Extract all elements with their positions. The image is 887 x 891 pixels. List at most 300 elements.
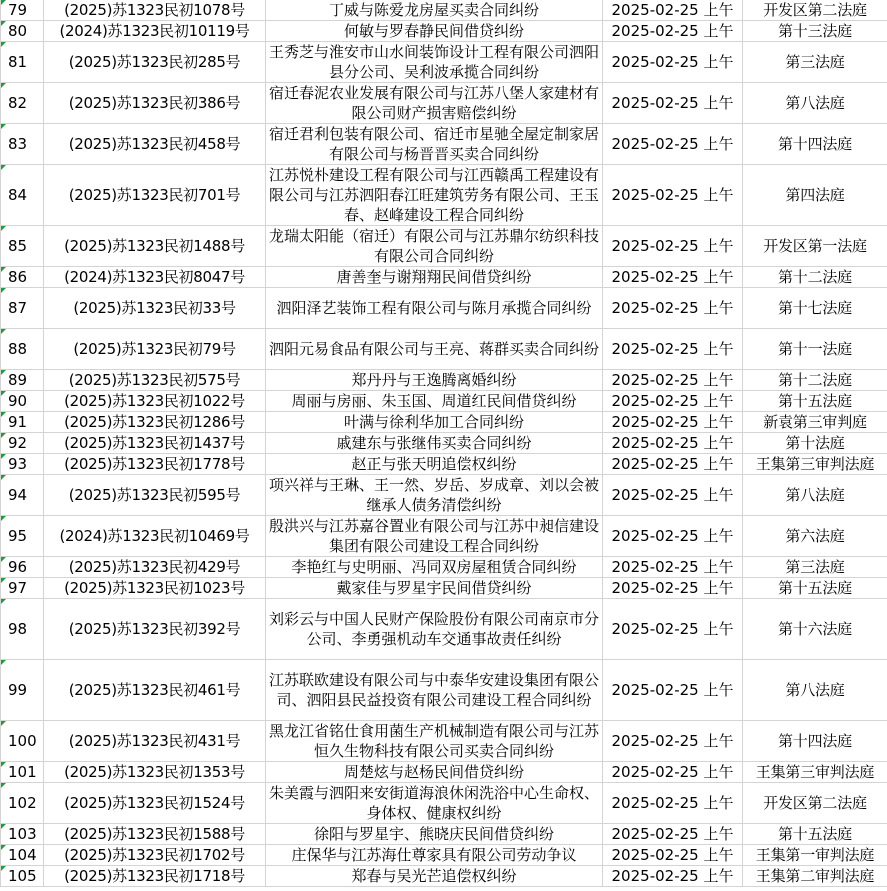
case-number-cell[interactable]: [44, 288, 266, 329]
hearing-time-text: 2025-02-25 上午: [611, 413, 734, 431]
courtroom-text: 第十法庭: [785, 434, 845, 452]
comment-marker-icon: [1, 599, 6, 604]
hearing-time-text: 2025-02-25 上午: [611, 486, 734, 504]
table-row[interactable]: [1, 124, 887, 165]
hearing-time-cell[interactable]: [603, 165, 743, 226]
case-number-cell[interactable]: [44, 21, 266, 42]
courtroom-cell[interactable]: [743, 516, 887, 557]
courtroom-cell[interactable]: [743, 329, 887, 370]
row-number-text: 85: [8, 237, 28, 255]
case-parties-text: 戴家佳与罗星宇民间借贷纠纷: [336, 579, 532, 597]
hearing-time-cell[interactable]: [603, 557, 743, 578]
row-number-text: 81: [8, 53, 28, 71]
row-number-cell[interactable]: [1, 391, 44, 412]
case-parties-cell[interactable]: [266, 433, 603, 454]
courtroom-cell[interactable]: [743, 578, 887, 599]
hearing-time-text: 2025-02-25 上午: [611, 94, 734, 112]
row-number-cell[interactable]: [1, 721, 44, 762]
case-number-cell[interactable]: [44, 866, 266, 887]
courtroom-cell[interactable]: [743, 42, 887, 83]
courtroom-cell[interactable]: [743, 824, 887, 845]
hearing-time-text: 2025-02-25 上午: [611, 434, 734, 452]
table-row[interactable]: [1, 412, 887, 433]
courtroom-text: 第八法庭: [785, 486, 845, 504]
case-number-cell[interactable]: [44, 0, 266, 21]
row-number-text: 86: [8, 268, 28, 286]
table-row[interactable]: [1, 226, 887, 267]
case-number-cell[interactable]: [44, 42, 266, 83]
row-number-text: 97: [8, 579, 28, 597]
case-number-cell[interactable]: [44, 433, 266, 454]
row-number-text: 92: [8, 434, 28, 452]
courtroom-text: 第八法庭: [785, 94, 845, 112]
case-parties-cell[interactable]: [266, 412, 603, 433]
case-parties-text: 周丽与房丽、朱玉国、周道红民间借贷纠纷: [291, 392, 577, 410]
courtroom-text: 第十四法庭: [777, 732, 852, 750]
case-parties-cell[interactable]: [266, 21, 603, 42]
row-number-cell[interactable]: [1, 557, 44, 578]
case-parties-text: 唐善奎与谢翔翔民间借贷纠纷: [336, 268, 532, 286]
hearing-time-text: 2025-02-25 上午: [611, 299, 734, 317]
case-parties-cell[interactable]: [266, 578, 603, 599]
case-number-cell[interactable]: [44, 824, 266, 845]
row-number-text: 90: [8, 392, 28, 410]
case-parties-text: 刘彩云与中国人民财产保险股份有限公司南京市分公司、李勇强机动车交通事故责任纠纷: [268, 610, 599, 648]
case-parties-cell[interactable]: [266, 475, 603, 516]
case-parties-cell[interactable]: [266, 783, 603, 824]
comment-marker-icon: [1, 783, 6, 788]
courtroom-cell[interactable]: [743, 165, 887, 226]
hearing-time-cell[interactable]: [603, 226, 743, 267]
case-number-cell[interactable]: [44, 845, 266, 866]
hearing-time-cell[interactable]: [603, 454, 743, 475]
courtroom-text: 王集第一审判法庭: [755, 846, 875, 864]
row-number-cell[interactable]: [1, 267, 44, 288]
case-number-text: (2025)苏1323民初392号: [68, 620, 241, 638]
case-number-cell[interactable]: [44, 599, 266, 660]
table-row[interactable]: [1, 721, 887, 762]
case-number-text: (2025)苏1323民初1524号: [64, 794, 245, 812]
row-number-cell[interactable]: [1, 226, 44, 267]
row-number-cell[interactable]: [1, 845, 44, 866]
row-number-cell[interactable]: [1, 124, 44, 165]
row-number-cell[interactable]: [1, 433, 44, 454]
case-number-text: (2025)苏1323民初1023号: [64, 579, 245, 597]
hearing-time-text: 2025-02-25 上午: [611, 527, 734, 545]
courtroom-cell[interactable]: [743, 226, 887, 267]
courtroom-cell[interactable]: [743, 866, 887, 887]
table-row[interactable]: [1, 866, 887, 887]
case-number-cell[interactable]: [44, 454, 266, 475]
row-number-text: 84: [8, 186, 28, 204]
case-parties-cell[interactable]: [266, 165, 603, 226]
hearing-time-cell[interactable]: [603, 578, 743, 599]
case-number-cell[interactable]: [44, 412, 266, 433]
case-parties-text: 龙瑞太阳能（宿迁）有限公司与江苏鼎尔纺织科技有限公司合同纠纷: [268, 227, 599, 265]
comment-marker-icon: [1, 83, 6, 88]
courtroom-text: 第十二法庭: [777, 371, 852, 389]
table-row[interactable]: [1, 267, 887, 288]
row-number-text: 101: [8, 763, 37, 781]
row-number-cell[interactable]: [1, 762, 44, 783]
case-number-text: (2025)苏1323民初429号: [68, 558, 241, 576]
comment-marker-icon: [1, 866, 6, 871]
hearing-time-cell[interactable]: [603, 21, 743, 42]
table-row[interactable]: [1, 433, 887, 454]
courtroom-cell[interactable]: [743, 557, 887, 578]
case-number-cell[interactable]: [44, 516, 266, 557]
table-row[interactable]: [1, 83, 887, 124]
case-parties-cell[interactable]: [266, 845, 603, 866]
courtroom-text: 第六法庭: [785, 527, 845, 545]
courtroom-text: 王集第三审判法庭: [755, 455, 875, 473]
case-parties-text: 叶满与徐利华加工合同纠纷: [343, 413, 524, 431]
case-number-text: (2025)苏1323民初386号: [68, 94, 241, 112]
courtroom-text: 第十三法庭: [777, 22, 852, 40]
row-number-text: 79: [8, 1, 28, 19]
case-number-cell[interactable]: [44, 124, 266, 165]
row-number-text: 102: [8, 794, 37, 812]
hearing-time-text: 2025-02-25 上午: [611, 825, 734, 843]
hearing-time-cell[interactable]: [603, 866, 743, 887]
hearing-time-text: 2025-02-25 上午: [611, 371, 734, 389]
case-parties-cell[interactable]: [266, 288, 603, 329]
case-parties-cell[interactable]: [266, 660, 603, 721]
row-number-cell[interactable]: [1, 42, 44, 83]
row-number-text: 94: [8, 486, 28, 504]
hearing-time-cell[interactable]: [603, 783, 743, 824]
row-number-cell[interactable]: [1, 83, 44, 124]
table-row[interactable]: [1, 42, 887, 83]
case-number-cell[interactable]: [44, 762, 266, 783]
case-number-cell[interactable]: [44, 329, 266, 370]
case-parties-text: 江苏悦朴建设工程有限公司与江西赣禹工程建设有限公司与江苏泗阳春江旺建筑劳务有限公司、王玉春、赵峰建设工程合同纠纷: [268, 166, 599, 224]
case-number-cell[interactable]: [44, 267, 266, 288]
case-parties-text: 王秀芝与淮安市山水间装饰设计工程有限公司泗阳县分公司、吴利波承揽合同纠纷: [268, 43, 599, 81]
hearing-time-cell[interactable]: [603, 42, 743, 83]
case-number-text: (2024)苏1323民初10119号: [59, 22, 250, 40]
row-number-text: 100: [8, 732, 37, 750]
table-row[interactable]: [1, 391, 887, 412]
case-parties-text: 郑丹丹与王逸腾离婚纠纷: [351, 371, 517, 389]
comment-marker-icon: [1, 433, 6, 438]
case-parties-text: 周楚炫与赵杨民间借贷纠纷: [343, 763, 524, 781]
case-number-text: (2025)苏1323民初1353号: [64, 763, 245, 781]
case-parties-text: 戚建东与张继伟买卖合同纠纷: [336, 434, 532, 452]
comment-marker-icon: [1, 21, 6, 26]
courtroom-text: 第三法庭: [785, 53, 845, 71]
case-number-text: (2025)苏1323民初1778号: [64, 455, 245, 473]
case-number-cell[interactable]: [44, 370, 266, 391]
hearing-time-text: 2025-02-25 上午: [611, 794, 734, 812]
row-number-cell[interactable]: [1, 288, 44, 329]
hearing-time-cell[interactable]: [603, 845, 743, 866]
comment-marker-icon: [1, 226, 6, 231]
row-number-text: 95: [8, 527, 28, 545]
courtroom-cell[interactable]: [743, 783, 887, 824]
case-parties-cell[interactable]: [266, 124, 603, 165]
case-parties-cell[interactable]: [266, 391, 603, 412]
case-parties-cell[interactable]: [266, 516, 603, 557]
row-number-text: 87: [8, 299, 28, 317]
courtroom-cell[interactable]: [743, 762, 887, 783]
courtroom-text: 第十五法庭: [777, 392, 852, 410]
case-parties-cell[interactable]: [266, 226, 603, 267]
hearing-time-text: 2025-02-25 上午: [611, 186, 734, 204]
courtroom-text: 第十五法庭: [777, 825, 852, 843]
row-number-cell[interactable]: [1, 370, 44, 391]
case-parties-text: 项兴祥与王琳、王一然、岁岳、岁成章、刘以会被继承人债务清偿纠纷: [268, 476, 599, 514]
case-number-text: (2025)苏1323民初1286号: [64, 413, 245, 431]
hearing-time-cell[interactable]: [603, 475, 743, 516]
row-number-text: 83: [8, 135, 28, 153]
comment-marker-icon: [1, 124, 6, 129]
row-number-text: 96: [8, 558, 28, 576]
case-number-text: (2025)苏1323民初1022号: [64, 392, 245, 410]
hearing-time-text: 2025-02-25 上午: [611, 1, 734, 19]
courtroom-cell[interactable]: [743, 412, 887, 433]
table-row[interactable]: [1, 516, 887, 557]
case-number-cell[interactable]: [44, 578, 266, 599]
case-parties-cell[interactable]: [266, 267, 603, 288]
case-parties-text: 江苏联欧建设有限公司与中泰华安建设集团有限公司、泗阳县民益投资有限公司建设工程合同纠纷: [268, 671, 599, 709]
case-parties-text: 殷洪兴与江苏嘉谷置业有限公司与江苏中昶信建设集团有限公司建设工程合同纠纷: [268, 517, 599, 555]
case-number-text: (2025)苏1323民初1718号: [64, 867, 245, 885]
hearing-time-text: 2025-02-25 上午: [611, 681, 734, 699]
hearing-time-text: 2025-02-25 上午: [611, 846, 734, 864]
hearing-time-text: 2025-02-25 上午: [611, 22, 734, 40]
case-number-text: (2025)苏1323民初458号: [68, 135, 241, 153]
courtroom-cell[interactable]: [743, 288, 887, 329]
case-parties-cell[interactable]: [266, 370, 603, 391]
courtroom-text: 王集第二审判法庭: [755, 867, 875, 885]
row-number-text: 98: [8, 620, 28, 638]
row-number-text: 88: [8, 340, 28, 358]
row-number-cell[interactable]: [1, 21, 44, 42]
case-parties-text: 宿迁春泥农业发展有限公司与江苏八堡人家建材有限公司财产损害赔偿纠纷: [268, 84, 599, 122]
comment-marker-icon: [1, 288, 6, 293]
case-number-text: (2025)苏1323民初1437号: [64, 434, 245, 452]
case-parties-text: 泗阳泽艺装饰工程有限公司与陈月承揽合同纠纷: [276, 299, 592, 317]
table-row[interactable]: [1, 165, 887, 226]
courtroom-text: 第十四法庭: [777, 135, 852, 153]
hearing-time-text: 2025-02-25 上午: [611, 392, 734, 410]
hearing-time-text: 2025-02-25 上午: [611, 455, 734, 473]
hearing-time-cell[interactable]: [603, 721, 743, 762]
case-parties-cell[interactable]: [266, 599, 603, 660]
case-parties-text: 宿迁君利包装有限公司、宿迁市星驰全屋定制家居有限公司与杨晋晋买卖合同纠纷: [268, 125, 599, 163]
row-number-cell[interactable]: [1, 599, 44, 660]
case-number-cell[interactable]: [44, 783, 266, 824]
table-row[interactable]: [1, 762, 887, 783]
hearing-time-cell[interactable]: [603, 267, 743, 288]
hearing-time-cell[interactable]: [603, 660, 743, 721]
courtroom-cell[interactable]: [743, 599, 887, 660]
courtroom-cell[interactable]: [743, 660, 887, 721]
table-row[interactable]: [1, 454, 887, 475]
case-parties-cell[interactable]: [266, 721, 603, 762]
row-number-cell[interactable]: [1, 578, 44, 599]
hearing-time-cell[interactable]: [603, 288, 743, 329]
hearing-time-text: 2025-02-25 上午: [611, 135, 734, 153]
hearing-time-text: 2025-02-25 上午: [611, 579, 734, 597]
courtroom-text: 第十六法庭: [777, 620, 852, 638]
row-number-cell[interactable]: [1, 824, 44, 845]
case-parties-text: 徐阳与罗星宇、熊晓庆民间借贷纠纷: [313, 825, 554, 843]
comment-marker-icon: [1, 0, 6, 5]
courtroom-cell[interactable]: [743, 454, 887, 475]
case-number-text: (2025)苏1323民初701号: [68, 186, 241, 204]
row-number-text: 99: [8, 681, 28, 699]
hearing-time-text: 2025-02-25 上午: [611, 237, 734, 255]
courtroom-cell[interactable]: [743, 391, 887, 412]
table-row[interactable]: [1, 475, 887, 516]
hearing-time-text: 2025-02-25 上午: [611, 340, 734, 358]
table-row[interactable]: [1, 845, 887, 866]
hearing-time-cell[interactable]: [603, 516, 743, 557]
courtroom-cell[interactable]: [743, 0, 887, 21]
case-number-cell[interactable]: [44, 660, 266, 721]
case-number-text: (2025)苏1323民初1488号: [64, 237, 245, 255]
case-parties-cell[interactable]: [266, 866, 603, 887]
case-number-cell[interactable]: [44, 83, 266, 124]
courtroom-cell[interactable]: [743, 721, 887, 762]
case-parties-text: 泗阳元易食品有限公司与王亮、蒋群买卖合同纠纷: [268, 340, 599, 358]
case-parties-cell[interactable]: [266, 83, 603, 124]
hearing-time-cell[interactable]: [603, 762, 743, 783]
case-number-text: (2025)苏1323民初285号: [68, 53, 241, 71]
case-parties-text: 何敏与罗春静民间借贷纠纷: [343, 22, 524, 40]
case-number-text: (2025)苏1323民初1078号: [64, 1, 245, 19]
row-number-cell[interactable]: [1, 454, 44, 475]
row-number-cell[interactable]: [1, 412, 44, 433]
row-number-cell[interactable]: [1, 329, 44, 370]
comment-marker-icon: [1, 762, 6, 767]
row-number-text: 89: [8, 371, 28, 389]
table-row[interactable]: [1, 578, 887, 599]
hearing-time-cell[interactable]: [603, 412, 743, 433]
courtroom-cell[interactable]: [743, 475, 887, 516]
comment-marker-icon: [1, 412, 6, 417]
comment-marker-icon: [1, 329, 6, 334]
hearing-time-cell[interactable]: [603, 124, 743, 165]
case-number-text: (2025)苏1323民初1588号: [64, 825, 245, 843]
courtroom-text: 第十二法庭: [777, 268, 852, 286]
courtroom-text: 开发区第二法庭: [763, 794, 867, 812]
row-number-text: 103: [8, 825, 37, 843]
table-row[interactable]: [1, 21, 887, 42]
row-number-cell[interactable]: [1, 866, 44, 887]
comment-marker-icon: [1, 370, 6, 375]
case-parties-cell[interactable]: [266, 454, 603, 475]
hearing-time-cell[interactable]: [603, 433, 743, 454]
row-number-text: 105: [8, 867, 37, 885]
table-row[interactable]: [1, 660, 887, 721]
row-number-text: 82: [8, 94, 28, 112]
hearing-time-text: 2025-02-25 上午: [611, 867, 734, 885]
case-parties-cell[interactable]: [266, 557, 603, 578]
case-number-text: (2025)苏1323民初461号: [68, 681, 241, 699]
case-parties-text: 庄保华与江苏海仕尊家具有限公司劳动争议: [291, 846, 577, 864]
courtroom-cell[interactable]: [743, 433, 887, 454]
courtroom-text: 开发区第一法庭: [763, 237, 867, 255]
row-number-cell[interactable]: [1, 783, 44, 824]
courtroom-text: 第八法庭: [785, 681, 845, 699]
case-parties-cell[interactable]: [266, 0, 603, 21]
case-parties-cell[interactable]: [266, 824, 603, 845]
case-parties-text: 赵正与张天明追偿权纠纷: [351, 455, 517, 473]
table-row[interactable]: [1, 288, 887, 329]
case-number-cell[interactable]: [44, 391, 266, 412]
hearing-time-text: 2025-02-25 上午: [611, 620, 734, 638]
courtroom-cell[interactable]: [743, 83, 887, 124]
courtroom-cell[interactable]: [743, 124, 887, 165]
case-parties-cell[interactable]: [266, 329, 603, 370]
comment-marker-icon: [1, 845, 6, 850]
comment-marker-icon: [1, 557, 6, 562]
hearing-time-cell[interactable]: [603, 0, 743, 21]
row-number-cell[interactable]: [1, 165, 44, 226]
row-number-cell[interactable]: [1, 0, 44, 21]
hearing-time-cell[interactable]: [603, 329, 743, 370]
courtroom-text: 王集第三审判法庭: [755, 763, 875, 781]
comment-marker-icon: [1, 391, 6, 396]
row-number-cell[interactable]: [1, 475, 44, 516]
case-parties-text: 黑龙江省铭仕食用菌生产机械制造有限公司与江苏恒久生物科技有限公司买卖合同纠纷: [268, 722, 599, 760]
courtroom-cell[interactable]: [743, 267, 887, 288]
case-number-text: (2025)苏1323民初79号: [73, 340, 236, 358]
table-row[interactable]: [1, 824, 887, 845]
case-number-cell[interactable]: [44, 475, 266, 516]
case-number-cell[interactable]: [44, 721, 266, 762]
courtroom-text: 第三法庭: [785, 558, 845, 576]
comment-marker-icon: [1, 454, 6, 459]
table-row[interactable]: [1, 370, 887, 391]
hearing-time-cell[interactable]: [603, 391, 743, 412]
row-number-cell[interactable]: [1, 516, 44, 557]
courtroom-text: 第十五法庭: [777, 579, 852, 597]
comment-marker-icon: [1, 516, 6, 521]
row-number-text: 80: [8, 22, 28, 40]
hearing-time-text: 2025-02-25 上午: [611, 763, 734, 781]
row-number-text: 104: [8, 846, 37, 864]
case-number-cell[interactable]: [44, 226, 266, 267]
courtroom-text: 第四法庭: [785, 186, 845, 204]
hearing-time-cell[interactable]: [603, 599, 743, 660]
table-row[interactable]: [1, 557, 887, 578]
courtroom-cell[interactable]: [743, 845, 887, 866]
courtroom-cell[interactable]: [743, 21, 887, 42]
table-row[interactable]: [1, 0, 887, 21]
case-number-text: (2024)苏1323民初10469号: [59, 527, 250, 545]
hearing-time-cell[interactable]: [603, 83, 743, 124]
case-parties-text: 李艳红与史明丽、冯同双房屋租赁合同纠纷: [291, 558, 577, 576]
courtroom-cell[interactable]: [743, 370, 887, 391]
hearing-time-cell[interactable]: [603, 370, 743, 391]
case-number-cell[interactable]: [44, 557, 266, 578]
table-row[interactable]: [1, 783, 887, 824]
table-row[interactable]: [1, 599, 887, 660]
comment-marker-icon: [1, 660, 6, 665]
case-parties-cell[interactable]: [266, 762, 603, 783]
table-row[interactable]: [1, 329, 887, 370]
hearing-time-cell[interactable]: [603, 824, 743, 845]
hearing-time-text: 2025-02-25 上午: [611, 53, 734, 71]
comment-marker-icon: [1, 721, 6, 726]
case-number-cell[interactable]: [44, 165, 266, 226]
row-number-cell[interactable]: [1, 660, 44, 721]
case-parties-cell[interactable]: [266, 42, 603, 83]
